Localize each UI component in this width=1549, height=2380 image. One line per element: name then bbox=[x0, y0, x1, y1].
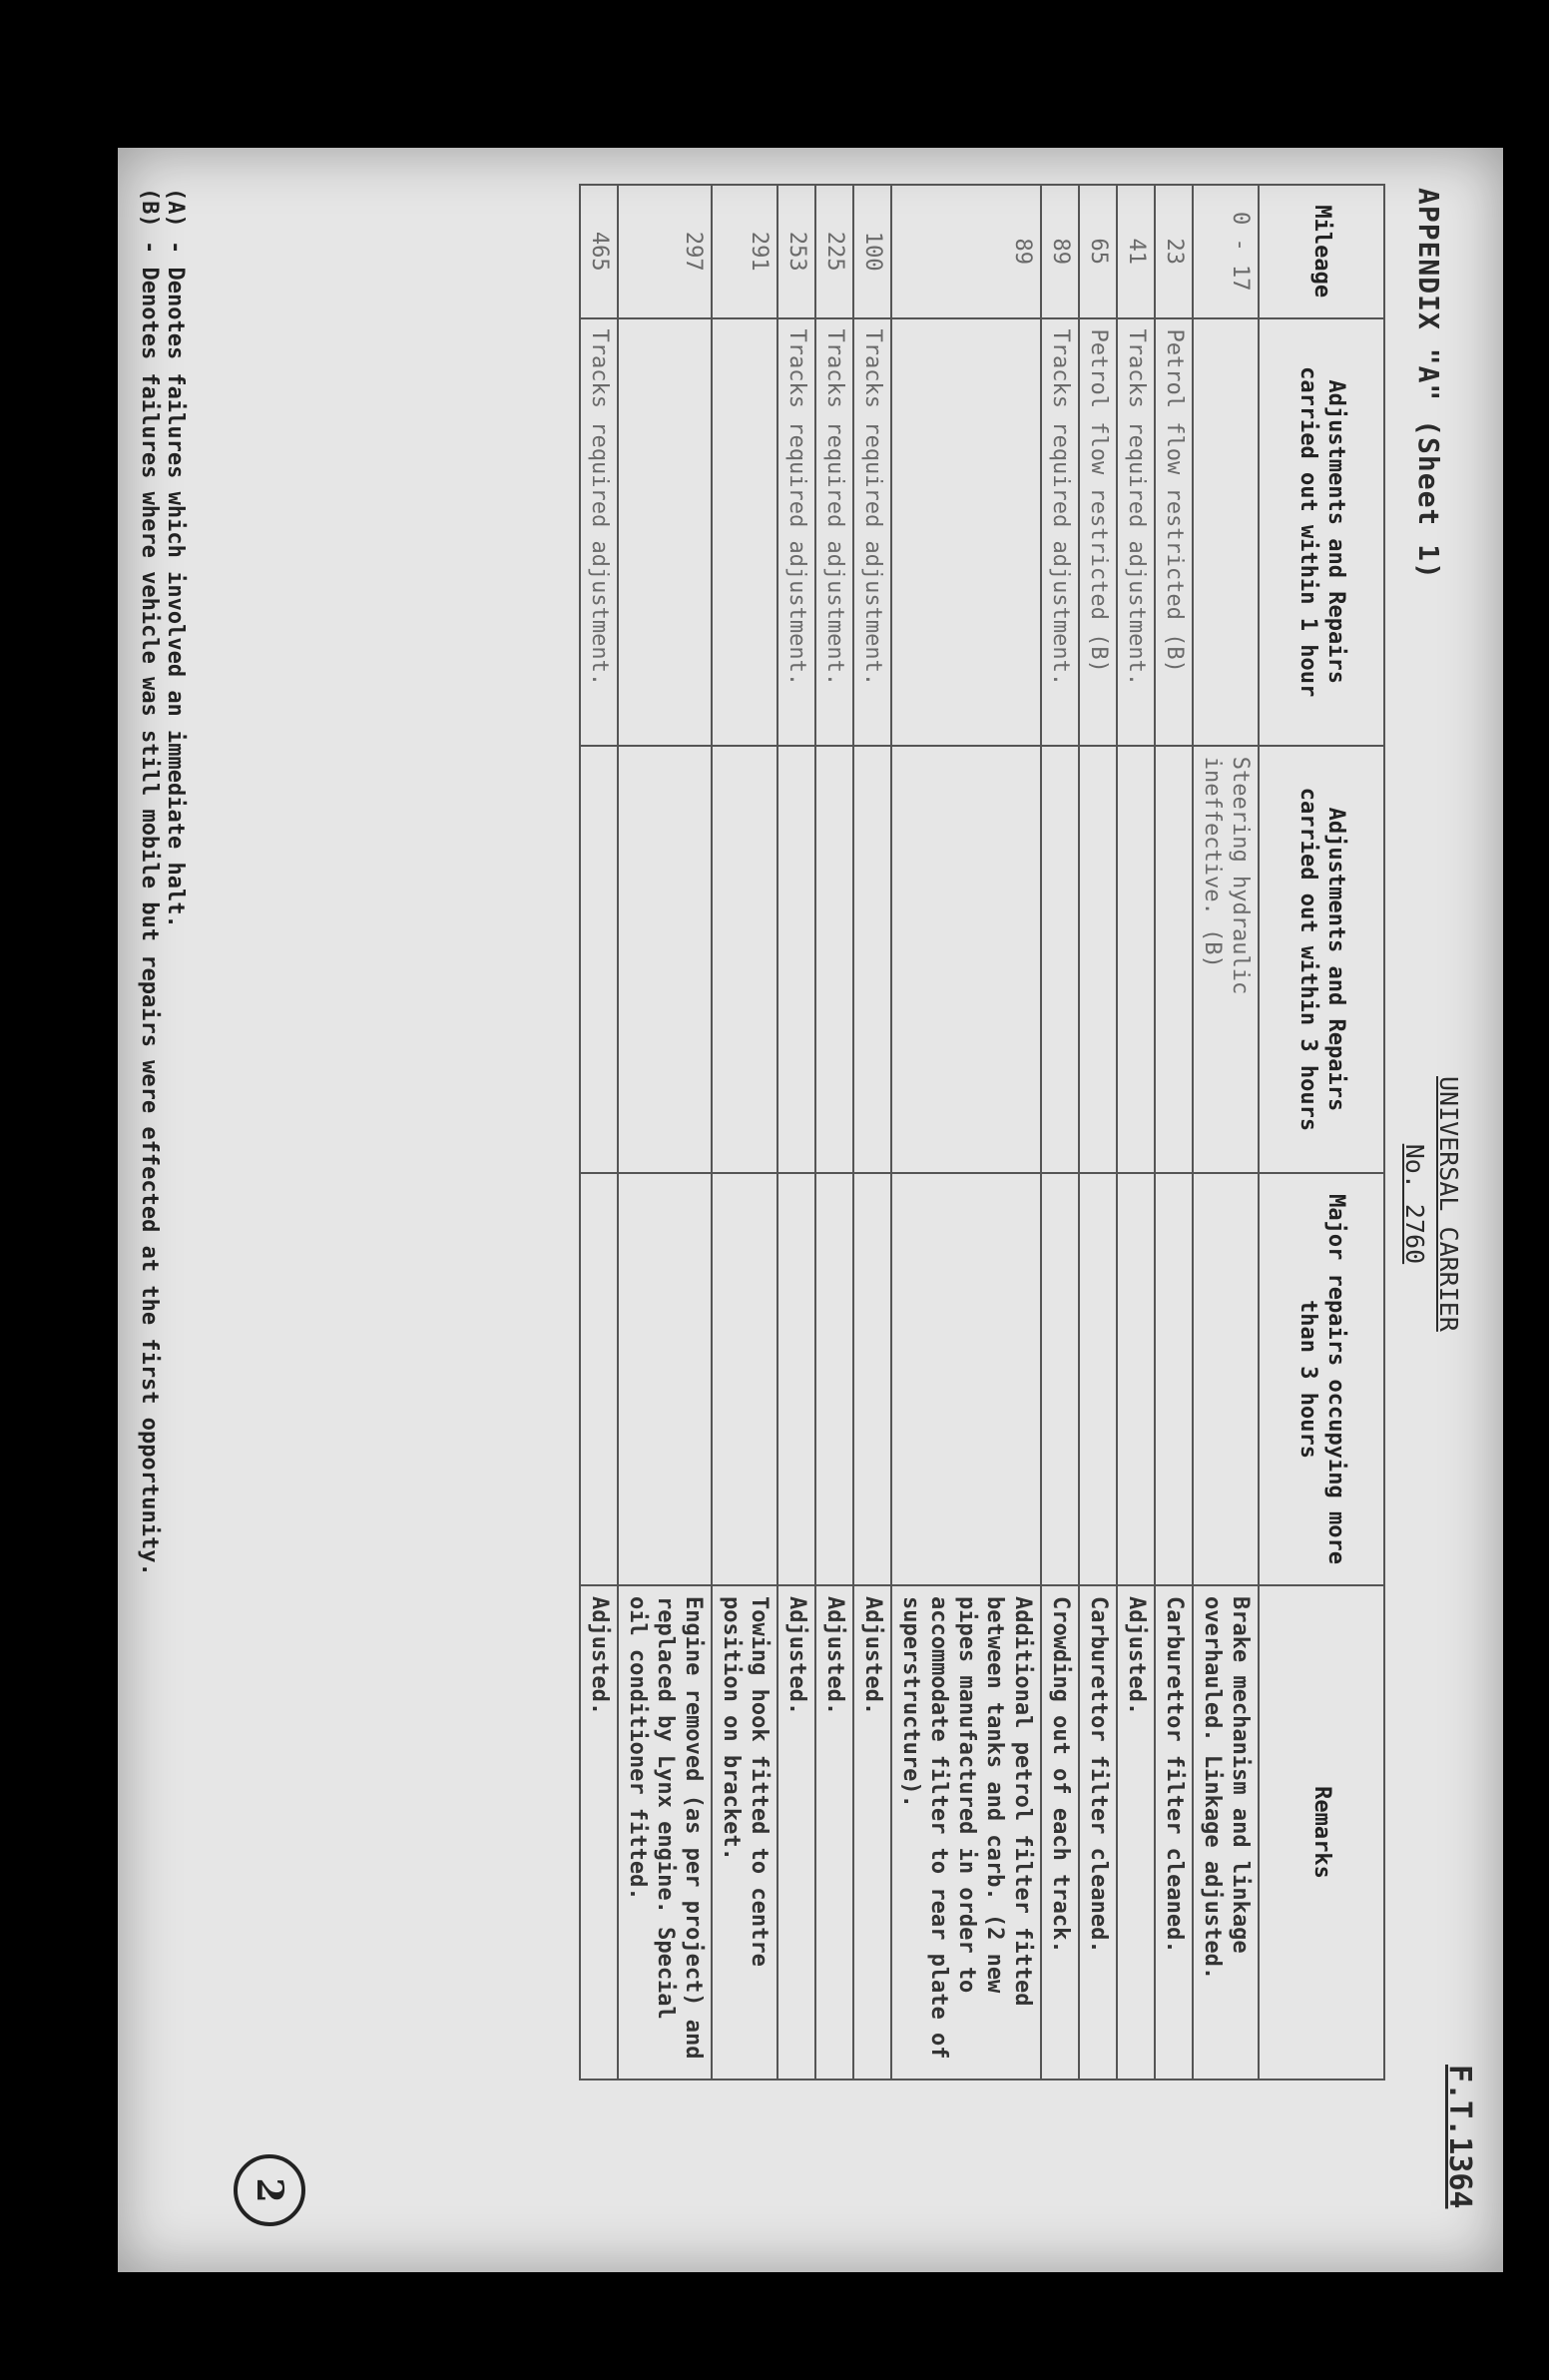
table-body bbox=[580, 185, 1259, 2080]
table-row bbox=[853, 185, 891, 2080]
col-within-3-hours: Adjustments and Repairs carried out within 3 hours bbox=[1259, 746, 1384, 1173]
cell-major-repairs bbox=[1193, 1173, 1259, 1585]
table-row bbox=[1079, 185, 1117, 2080]
cell-major-repairs bbox=[777, 1173, 815, 1585]
cell-within-3-hours bbox=[815, 746, 853, 1173]
cell-remarks: Towing hook fitted to centre position on bracket. bbox=[712, 1585, 777, 2080]
vehicle-name: UNIVERSAL CARRIER bbox=[1434, 1076, 1463, 1332]
cell-within-1-hour: Tracks required adjustment. bbox=[815, 318, 853, 746]
cell-within-3-hours bbox=[1155, 746, 1193, 1173]
cell-remarks: Adjusted. bbox=[815, 1585, 853, 2080]
cell-remarks: Adjusted. bbox=[580, 1585, 618, 2080]
cell-major-repairs bbox=[891, 1173, 1041, 1585]
col-mileage: Mileage bbox=[1259, 185, 1384, 318]
cell-mileage: 291 bbox=[712, 185, 777, 318]
cell-major-repairs bbox=[1079, 1173, 1117, 1585]
page-number-stamp: 2 bbox=[234, 2154, 305, 2226]
table-row bbox=[1155, 185, 1193, 2080]
cell-remarks: Crowding out of each track. bbox=[1041, 1585, 1079, 2080]
cell-remarks: Brake mechanism and linkage overhauled. Linkage adjusted. bbox=[1193, 1585, 1259, 2080]
cell-remarks: Adjusted. bbox=[853, 1585, 891, 2080]
report-reference: F.T.1364 bbox=[1442, 2065, 1477, 2209]
cell-within-1-hour: Tracks required adjustment. bbox=[777, 318, 815, 746]
cell-remarks: Carburettor filter cleaned. bbox=[1079, 1585, 1117, 2080]
table-header-row bbox=[1259, 185, 1384, 2080]
cell-mileage: 297 bbox=[618, 185, 712, 318]
cell-within-1-hour: Petrol flow restricted (B) bbox=[1155, 318, 1193, 746]
cell-major-repairs bbox=[580, 1173, 618, 1585]
cell-within-3-hours bbox=[777, 746, 815, 1173]
table-row bbox=[891, 185, 1041, 2080]
footnote-a: (A) - Denotes failures which involved an immediate halt. bbox=[163, 188, 188, 928]
cell-within-3-hours bbox=[1041, 746, 1079, 1173]
cell-within-3-hours bbox=[580, 746, 618, 1173]
cell-within-1-hour: Petrol flow restricted (B) bbox=[1079, 318, 1117, 746]
cell-mileage: 100 bbox=[853, 185, 891, 318]
cell-within-1-hour bbox=[618, 318, 712, 746]
col-major-repairs: Major repairs occupying more than 3 hours bbox=[1259, 1173, 1384, 1585]
cell-within-1-hour: Tracks required adjustment. bbox=[1041, 318, 1079, 746]
cell-remarks: Engine removed (as per project) and replaced by Lynx engine. Special oil conditioner fitted. bbox=[618, 1585, 712, 2080]
col-within-1-hour: Adjustments and Repairs carried out within 1 hour bbox=[1259, 318, 1384, 746]
document-sheet bbox=[118, 148, 1503, 2272]
cell-within-3-hours: Steering hydraulic ineffective. (B) bbox=[1193, 746, 1259, 1173]
cell-within-1-hour: Tracks required adjustment. bbox=[853, 318, 891, 746]
cell-mileage: 41 bbox=[1117, 185, 1155, 318]
cell-within-1-hour bbox=[712, 318, 777, 746]
cell-major-repairs bbox=[712, 1173, 777, 1585]
cell-within-3-hours bbox=[1117, 746, 1155, 1173]
cell-mileage: 89 bbox=[891, 185, 1041, 318]
footnote-b: (B) - Denotes failures where vehicle was still mobile but repairs were effected at the first opportunity. bbox=[137, 188, 162, 1576]
cell-remarks: Adjusted. bbox=[777, 1585, 815, 2080]
appendix-title: APPENDIX "A" (Sheet 1) bbox=[1412, 188, 1445, 580]
table-row bbox=[1117, 185, 1155, 2080]
cell-within-3-hours bbox=[853, 746, 891, 1173]
cell-major-repairs bbox=[815, 1173, 853, 1585]
cell-mileage: 0 - 17 bbox=[1193, 185, 1259, 318]
cell-within-1-hour: Tracks required adjustment. bbox=[580, 318, 618, 746]
cell-mileage: 253 bbox=[777, 185, 815, 318]
cell-major-repairs bbox=[1155, 1173, 1193, 1585]
cell-within-3-hours bbox=[618, 746, 712, 1173]
cell-major-repairs bbox=[618, 1173, 712, 1585]
table-row bbox=[777, 185, 815, 2080]
cell-remarks: Adjusted. bbox=[1117, 1585, 1155, 2080]
cell-within-3-hours bbox=[712, 746, 777, 1173]
col-remarks: Remarks bbox=[1259, 1585, 1384, 2080]
table-row bbox=[1193, 185, 1259, 2080]
cell-mileage: 225 bbox=[815, 185, 853, 318]
cell-mileage: 65 bbox=[1079, 185, 1117, 318]
vehicle-number: No. 2760 bbox=[1400, 1143, 1429, 1265]
cell-within-1-hour: Tracks required adjustment. bbox=[1117, 318, 1155, 746]
table-row bbox=[712, 185, 777, 2080]
cell-within-1-hour bbox=[891, 318, 1041, 746]
cell-major-repairs bbox=[1117, 1173, 1155, 1585]
rotated-page bbox=[118, 148, 1503, 2272]
cell-mileage: 89 bbox=[1041, 185, 1079, 318]
table-row bbox=[580, 185, 618, 2080]
cell-mileage: 23 bbox=[1155, 185, 1193, 318]
cell-within-3-hours bbox=[891, 746, 1041, 1173]
cell-within-1-hour bbox=[1193, 318, 1259, 746]
cell-remarks: Carburettor filter cleaned. bbox=[1155, 1585, 1193, 2080]
table-row bbox=[618, 185, 712, 2080]
table-row bbox=[1041, 185, 1079, 2080]
cell-major-repairs bbox=[1041, 1173, 1079, 1585]
table-row bbox=[815, 185, 853, 2080]
footnotes bbox=[136, 188, 188, 1576]
cell-within-3-hours bbox=[1079, 746, 1117, 1173]
cell-mileage: 465 bbox=[580, 185, 618, 318]
repairs-table bbox=[579, 184, 1385, 2081]
cell-remarks: Additional petrol filter fitted between tanks and carb. (2 new pipes manufactured in order to accommodate filter to rear plate of superstructure). bbox=[891, 1585, 1041, 2080]
vehicle-heading bbox=[1397, 1076, 1465, 1332]
cell-major-repairs bbox=[853, 1173, 891, 1585]
